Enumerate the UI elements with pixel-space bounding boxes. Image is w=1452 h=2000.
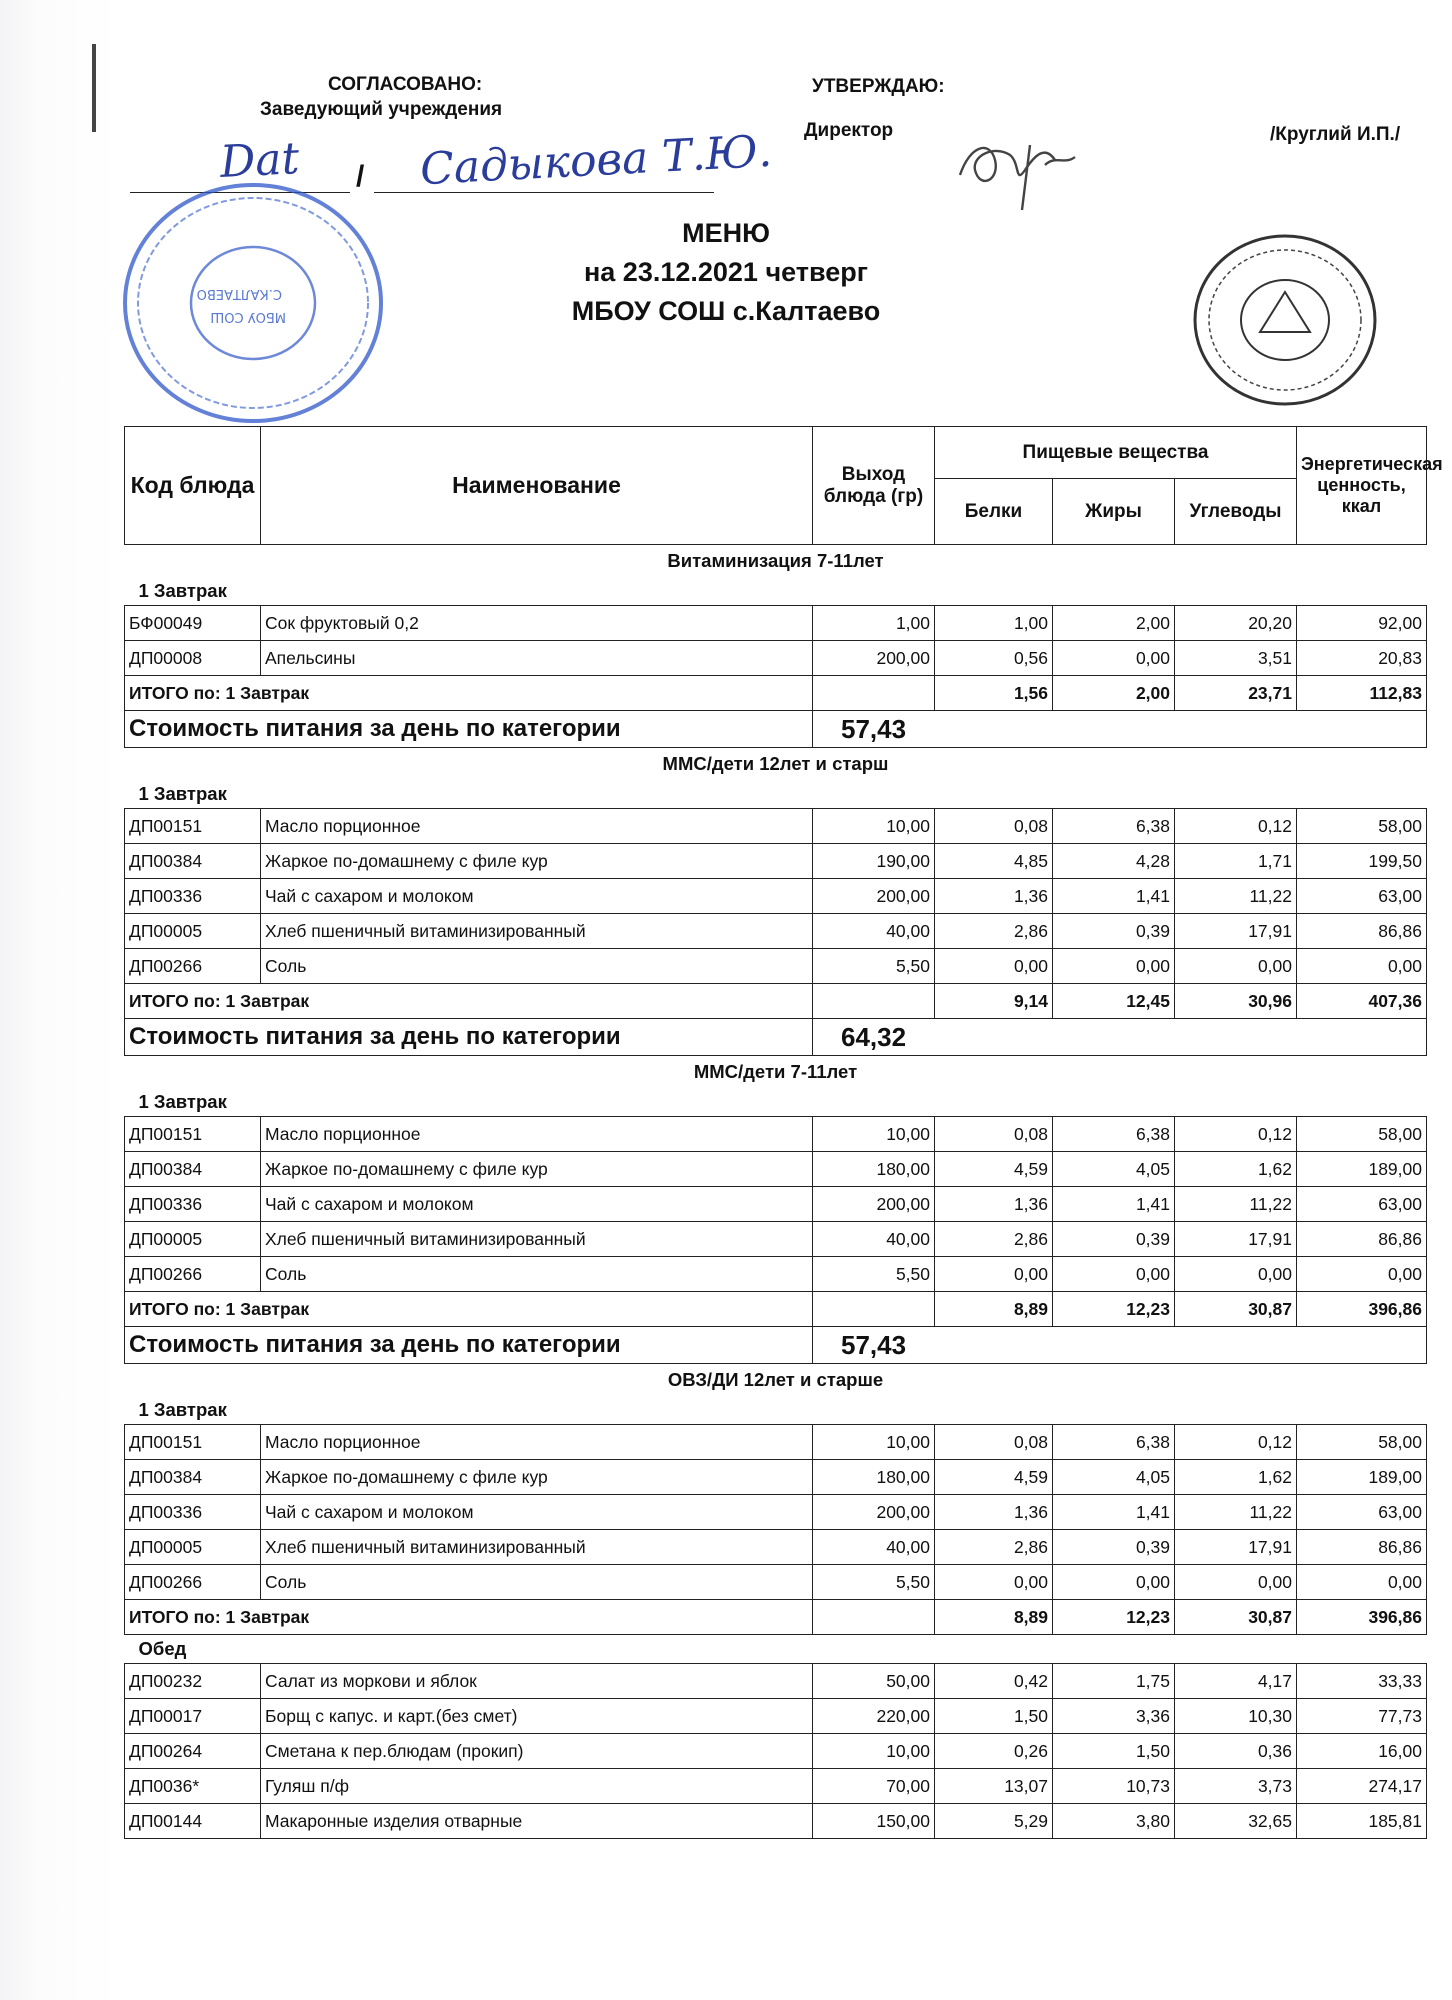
- dish-yield: 40,00: [813, 1222, 935, 1257]
- dish-name: Сок фруктовый 0,2: [261, 606, 813, 641]
- table-row: [125, 844, 1427, 879]
- dish-yield: 40,00: [813, 914, 935, 949]
- dish-protein: 0,42: [935, 1664, 1053, 1699]
- dish-carbs: 4,17: [1175, 1664, 1297, 1699]
- table-row: [125, 1495, 1427, 1530]
- dish-yield: 200,00: [813, 641, 935, 676]
- total-row: [125, 676, 1427, 711]
- total-carbs: 23,71: [1175, 676, 1297, 711]
- total-energy: 396,86: [1297, 1600, 1427, 1635]
- table-row: [125, 1530, 1427, 1565]
- table-row: [125, 1117, 1427, 1152]
- dish-energy: 189,00: [1297, 1152, 1427, 1187]
- dish-energy: 86,86: [1297, 1222, 1427, 1257]
- dish-protein: 0,08: [935, 809, 1053, 844]
- dish-energy: 0,00: [1297, 1257, 1427, 1292]
- dish-name: Соль: [261, 1257, 813, 1292]
- table-row: [125, 1804, 1427, 1839]
- dish-name: Гуляш п/ф: [261, 1769, 813, 1804]
- section-heading: [125, 748, 1427, 781]
- dish-code: ДП00264: [125, 1734, 261, 1769]
- dish-yield: 200,00: [813, 1495, 935, 1530]
- table-row: [125, 914, 1427, 949]
- dish-yield: 1,00: [813, 606, 935, 641]
- dish-code: ДП00144: [125, 1804, 261, 1839]
- dish-name: Чай с сахаром и молоком: [261, 1495, 813, 1530]
- menu-body: [125, 545, 1427, 1839]
- dish-yield: 10,00: [813, 809, 935, 844]
- dish-carbs: 17,91: [1175, 1530, 1297, 1565]
- dish-energy: 92,00: [1297, 606, 1427, 641]
- dish-energy: 63,00: [1297, 879, 1427, 914]
- col-protein: Белки: [935, 479, 1053, 545]
- col-name: Наименование: [261, 427, 813, 545]
- dish-name: Чай с сахаром и молоком: [261, 879, 813, 914]
- dish-fat: 0,00: [1053, 1257, 1175, 1292]
- cost-row: [125, 711, 1427, 748]
- dish-carbs: 10,30: [1175, 1699, 1297, 1734]
- dish-energy: 58,00: [1297, 1117, 1427, 1152]
- dish-yield: 200,00: [813, 879, 935, 914]
- dish-protein: 0,00: [935, 1565, 1053, 1600]
- dish-protein: 0,08: [935, 1425, 1053, 1460]
- dish-fat: 0,00: [1053, 949, 1175, 984]
- director-name: /Круглий И.П./: [1270, 124, 1401, 145]
- dish-name: Масло порционное: [261, 809, 813, 844]
- table-row: [125, 1152, 1427, 1187]
- dish-carbs: 17,91: [1175, 1222, 1297, 1257]
- cost-value: 57,43: [813, 1327, 1427, 1364]
- col-nutrients: Пищевые вещества: [935, 427, 1297, 479]
- meal-heading: [125, 780, 1427, 809]
- meal-title: 1 Завтрак: [138, 1091, 227, 1112]
- dish-energy: 274,17: [1297, 1769, 1427, 1804]
- dish-code: ДП00005: [125, 914, 261, 949]
- dish-code: ДП00336: [125, 1495, 261, 1530]
- dish-name: Жаркое по-домашнему с филе кур: [261, 1460, 813, 1495]
- dish-yield: 50,00: [813, 1664, 935, 1699]
- dish-fat: 1,41: [1053, 1187, 1175, 1222]
- dish-fat: 0,39: [1053, 914, 1175, 949]
- total-carbs: 30,87: [1175, 1600, 1297, 1635]
- cost-value: 57,43: [813, 711, 1427, 748]
- dish-fat: 1,41: [1053, 879, 1175, 914]
- total-protein: 1,56: [935, 676, 1053, 711]
- signature-agreed: Садыкова Т.Ю.: [418, 125, 774, 196]
- dish-carbs: 0,12: [1175, 1117, 1297, 1152]
- dish-protein: 2,86: [935, 1530, 1053, 1565]
- dish-code: ДП00151: [125, 1425, 261, 1460]
- dish-name: Жаркое по-домашнему с филе кур: [261, 844, 813, 879]
- meal-title: 1 Завтрак: [138, 1399, 227, 1420]
- dish-yield: 10,00: [813, 1734, 935, 1769]
- section-heading: [125, 1056, 1427, 1089]
- dish-protein: 4,85: [935, 844, 1053, 879]
- dish-protein: 1,50: [935, 1699, 1053, 1734]
- table-row: [125, 879, 1427, 914]
- cost-label: Стоимость питания за день по категории: [125, 1019, 813, 1056]
- total-carbs: 30,96: [1175, 984, 1297, 1019]
- dish-name: Апельсины: [261, 641, 813, 676]
- approve-label: УТВЕРЖДАЮ:: [812, 76, 945, 97]
- school-name: МБОУ СОШ с.Калтаево: [571, 296, 881, 326]
- dish-name: Хлеб пшеничный витаминизированный: [261, 1222, 813, 1257]
- total-row: [125, 1600, 1427, 1635]
- dish-name: Масло порционное: [261, 1425, 813, 1460]
- dish-carbs: 0,12: [1175, 809, 1297, 844]
- dish-yield: 180,00: [813, 1460, 935, 1495]
- col-code: Код блюда: [125, 427, 261, 545]
- total-yield: [813, 1292, 935, 1327]
- total-row: [125, 1292, 1427, 1327]
- dish-code: ДП00151: [125, 1117, 261, 1152]
- table-row: [125, 1257, 1427, 1292]
- dish-carbs: 1,62: [1175, 1460, 1297, 1495]
- dish-fat: 4,28: [1053, 844, 1175, 879]
- dish-fat: 1,50: [1053, 1734, 1175, 1769]
- menu-title: МЕНЮ: [682, 218, 770, 248]
- dish-carbs: 0,12: [1175, 1425, 1297, 1460]
- section-heading: [125, 1364, 1427, 1397]
- dish-yield: 70,00: [813, 1769, 935, 1804]
- table-row: [125, 1222, 1427, 1257]
- dish-protein: 0,26: [935, 1734, 1053, 1769]
- dish-energy: 77,73: [1297, 1699, 1427, 1734]
- total-yield: [813, 984, 935, 1019]
- total-label: ИТОГО по: 1 Завтрак: [125, 676, 813, 711]
- total-fat: 2,00: [1053, 676, 1175, 711]
- dish-protein: 2,86: [935, 1222, 1053, 1257]
- dish-carbs: 0,36: [1175, 1734, 1297, 1769]
- dish-fat: 1,41: [1053, 1495, 1175, 1530]
- dish-carbs: 3,73: [1175, 1769, 1297, 1804]
- director-signature: [950, 115, 1080, 215]
- dish-carbs: 0,00: [1175, 949, 1297, 984]
- section-title: Витаминизация 7-11лет: [667, 550, 884, 571]
- dish-protein: 1,36: [935, 1187, 1053, 1222]
- section-title: ММС/дети 12лет и старш: [662, 753, 889, 774]
- dish-code: БФ00049: [125, 606, 261, 641]
- meal-title: Обед: [138, 1638, 187, 1659]
- col-yield: Выход блюда (гр): [813, 427, 935, 545]
- dish-yield: 220,00: [813, 1699, 935, 1734]
- dish-fat: 10,73: [1053, 1769, 1175, 1804]
- col-carbs: Углеводы: [1175, 479, 1297, 545]
- dish-carbs: 32,65: [1175, 1804, 1297, 1839]
- dish-code: ДП00232: [125, 1664, 261, 1699]
- total-yield: [813, 1600, 935, 1635]
- dish-code: ДП00266: [125, 1565, 261, 1600]
- dish-energy: 63,00: [1297, 1187, 1427, 1222]
- dish-protein: 0,00: [935, 949, 1053, 984]
- dish-protein: 13,07: [935, 1769, 1053, 1804]
- total-label: ИТОГО по: 1 Завтрак: [125, 984, 813, 1019]
- dish-yield: 5,50: [813, 1565, 935, 1600]
- table-row: [125, 1769, 1427, 1804]
- dish-yield: 150,00: [813, 1804, 935, 1839]
- svg-text:МБОУ СОШ: МБОУ СОШ: [210, 309, 286, 324]
- dish-fat: 4,05: [1053, 1460, 1175, 1495]
- dish-code: ДП00266: [125, 1257, 261, 1292]
- dish-fat: 0,00: [1053, 641, 1175, 676]
- dish-name: Жаркое по-домашнему с филе кур: [261, 1152, 813, 1187]
- cost-label: Стоимость питания за день по категории: [125, 711, 813, 748]
- dish-energy: 0,00: [1297, 949, 1427, 984]
- dish-name: Хлеб пшеничный витаминизированный: [261, 1530, 813, 1565]
- dish-code: ДП00005: [125, 1222, 261, 1257]
- dish-yield: 190,00: [813, 844, 935, 879]
- dish-code: ДП00384: [125, 844, 261, 879]
- dish-fat: 2,00: [1053, 606, 1175, 641]
- total-label: ИТОГО по: 1 Завтрак: [125, 1600, 813, 1635]
- table-row: [125, 1734, 1427, 1769]
- dish-energy: 58,00: [1297, 809, 1427, 844]
- dish-code: ДП00384: [125, 1460, 261, 1495]
- col-energy: Энергетическая ценность, ккал: [1297, 427, 1427, 545]
- dish-fat: 3,80: [1053, 1804, 1175, 1839]
- dish-carbs: 11,22: [1175, 1187, 1297, 1222]
- dish-code: ДП00266: [125, 949, 261, 984]
- dish-code: ДП00017: [125, 1699, 261, 1734]
- total-protein: 8,89: [935, 1292, 1053, 1327]
- meal-heading: [125, 577, 1427, 606]
- dish-fat: 4,05: [1053, 1152, 1175, 1187]
- dish-protein: 1,36: [935, 879, 1053, 914]
- dish-code: ДП0036*: [125, 1769, 261, 1804]
- meal-title: 1 Завтрак: [138, 580, 227, 601]
- signature-initials: Dat: [218, 132, 301, 189]
- dish-carbs: 20,20: [1175, 606, 1297, 641]
- dish-yield: 200,00: [813, 1187, 935, 1222]
- dish-fat: 6,38: [1053, 1117, 1175, 1152]
- dish-name: Соль: [261, 1565, 813, 1600]
- table-row: [125, 1565, 1427, 1600]
- dish-name: Хлеб пшеничный витаминизированный: [261, 914, 813, 949]
- meal-heading: [125, 1396, 1427, 1425]
- dish-energy: 16,00: [1297, 1734, 1427, 1769]
- dish-carbs: 0,00: [1175, 1257, 1297, 1292]
- dish-code: ДП00384: [125, 1152, 261, 1187]
- dish-carbs: 0,00: [1175, 1565, 1297, 1600]
- table-row: [125, 949, 1427, 984]
- dish-energy: 58,00: [1297, 1425, 1427, 1460]
- table-row: [125, 1460, 1427, 1495]
- dish-energy: 63,00: [1297, 1495, 1427, 1530]
- dish-fat: 0,00: [1053, 1565, 1175, 1600]
- total-protein: 9,14: [935, 984, 1053, 1019]
- dish-energy: 199,50: [1297, 844, 1427, 879]
- total-fat: 12,23: [1053, 1292, 1175, 1327]
- table-row: [125, 1187, 1427, 1222]
- dish-code: ДП00336: [125, 879, 261, 914]
- table-row: [125, 1664, 1427, 1699]
- col-fat: Жиры: [1053, 479, 1175, 545]
- meal-heading: [125, 1088, 1427, 1117]
- total-energy: 407,36: [1297, 984, 1427, 1019]
- dish-energy: 185,81: [1297, 1804, 1427, 1839]
- total-protein: 8,89: [935, 1600, 1053, 1635]
- total-fat: 12,45: [1053, 984, 1175, 1019]
- meal-heading: [125, 1635, 1427, 1664]
- dish-yield: 10,00: [813, 1117, 935, 1152]
- total-label: ИТОГО по: 1 Завтрак: [125, 1292, 813, 1327]
- table-row: [125, 1425, 1427, 1460]
- dish-fat: 1,75: [1053, 1664, 1175, 1699]
- cost-value: 64,32: [813, 1019, 1427, 1056]
- dish-yield: 5,50: [813, 1257, 935, 1292]
- signature-divider: /: [356, 160, 365, 193]
- total-energy: 396,86: [1297, 1292, 1427, 1327]
- dish-name: Борщ с капус. и карт.(без смет): [261, 1699, 813, 1734]
- agreed-label: СОГЛАСОВАНО:: [328, 74, 483, 95]
- cost-label: Стоимость питания за день по категории: [125, 1327, 813, 1364]
- dish-code: ДП00008: [125, 641, 261, 676]
- section-title: ОВЗ/ДИ 12лет и старше: [667, 1369, 884, 1390]
- director-label: Директор: [804, 120, 894, 141]
- cost-row: [125, 1327, 1427, 1364]
- dish-protein: 0,56: [935, 641, 1053, 676]
- dish-name: Макаронные изделия отварные: [261, 1804, 813, 1839]
- dish-protein: 0,00: [935, 1257, 1053, 1292]
- dish-yield: 5,50: [813, 949, 935, 984]
- total-yield: [813, 676, 935, 711]
- dish-carbs: 1,71: [1175, 844, 1297, 879]
- table-row: [125, 641, 1427, 676]
- dish-fat: 0,39: [1053, 1222, 1175, 1257]
- dish-carbs: 17,91: [1175, 914, 1297, 949]
- dish-fat: 6,38: [1053, 1425, 1175, 1460]
- cost-row: [125, 1019, 1427, 1056]
- dish-code: ДП00151: [125, 809, 261, 844]
- total-row: [125, 984, 1427, 1019]
- dish-protein: 1,00: [935, 606, 1053, 641]
- dish-protein: 1,36: [935, 1495, 1053, 1530]
- dish-energy: 20,83: [1297, 641, 1427, 676]
- dish-code: ДП00005: [125, 1530, 261, 1565]
- dish-carbs: 11,22: [1175, 879, 1297, 914]
- menu-table: [124, 426, 1443, 1839]
- total-carbs: 30,87: [1175, 1292, 1297, 1327]
- dish-code: ДП00336: [125, 1187, 261, 1222]
- agreed-role: Заведующий учреждения: [260, 99, 503, 120]
- section-heading: [125, 545, 1427, 578]
- scan-edge-mark: [92, 44, 96, 132]
- dish-fat: 6,38: [1053, 809, 1175, 844]
- dish-name: Масло порционное: [261, 1117, 813, 1152]
- dish-energy: 0,00: [1297, 1565, 1427, 1600]
- dish-energy: 33,33: [1297, 1664, 1427, 1699]
- dish-yield: 10,00: [813, 1425, 935, 1460]
- section-title: ММС/дети 7-11лет: [693, 1061, 858, 1082]
- dish-yield: 180,00: [813, 1152, 935, 1187]
- dish-protein: 5,29: [935, 1804, 1053, 1839]
- dish-energy: 189,00: [1297, 1460, 1427, 1495]
- menu-date: на 23.12.2021 четверг: [583, 257, 868, 287]
- total-fat: 12,23: [1053, 1600, 1175, 1635]
- dish-name: Сметана к пер.блюдам (прокип): [261, 1734, 813, 1769]
- dish-carbs: 1,62: [1175, 1152, 1297, 1187]
- dish-name: Соль: [261, 949, 813, 984]
- dish-name: Чай с сахаром и молоком: [261, 1187, 813, 1222]
- table-row: [125, 1699, 1427, 1734]
- table-row: [125, 809, 1427, 844]
- dish-yield: 40,00: [813, 1530, 935, 1565]
- dish-fat: 0,39: [1053, 1530, 1175, 1565]
- dish-protein: 4,59: [935, 1460, 1053, 1495]
- dish-energy: 86,86: [1297, 914, 1427, 949]
- dish-name: Салат из моркови и яблок: [261, 1664, 813, 1699]
- table-row: [125, 606, 1427, 641]
- dish-energy: 86,86: [1297, 1530, 1427, 1565]
- dish-carbs: 11,22: [1175, 1495, 1297, 1530]
- dish-protein: 2,86: [935, 914, 1053, 949]
- dish-protein: 0,08: [935, 1117, 1053, 1152]
- dish-fat: 3,36: [1053, 1699, 1175, 1734]
- svg-text:С.КАЛТАЕВО: С.КАЛТАЕВО: [196, 286, 282, 301]
- dish-carbs: 3,51: [1175, 641, 1297, 676]
- dish-protein: 4,59: [935, 1152, 1053, 1187]
- total-energy: 112,83: [1297, 676, 1427, 711]
- meal-title: 1 Завтрак: [138, 783, 227, 804]
